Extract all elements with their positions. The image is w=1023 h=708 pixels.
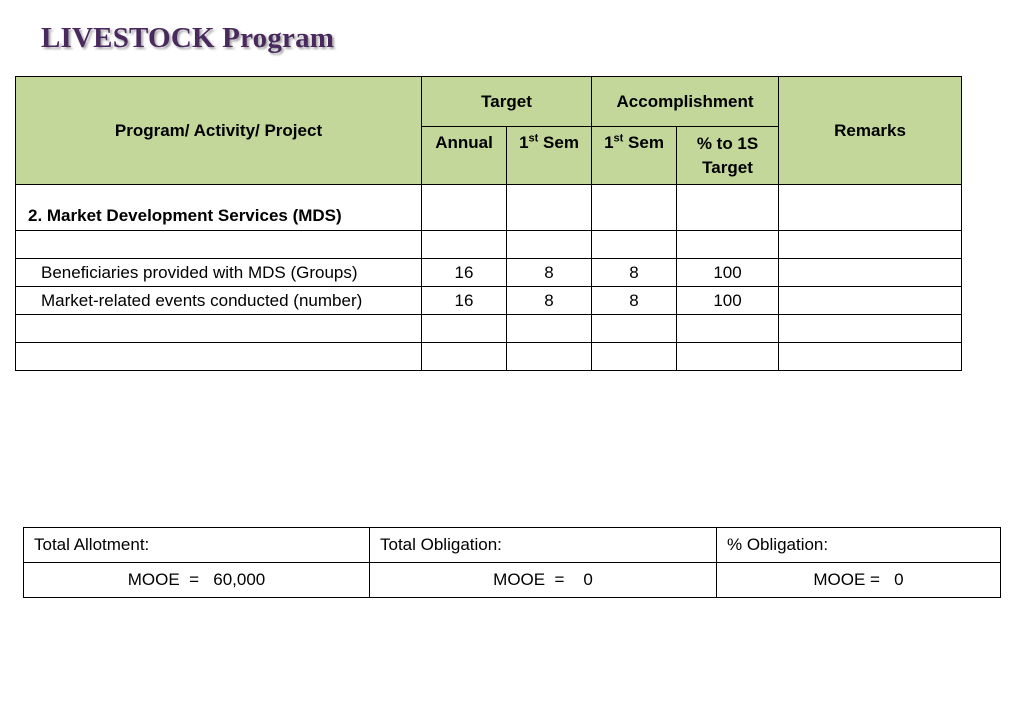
accomp-sem-cell: 8 [592,287,677,315]
target-sem-cell: 8 [507,259,592,287]
table-row [16,287,962,315]
total-allotment-label: Total Allotment: [24,528,370,563]
header-percent-target: % to 1S Target [677,127,779,185]
obligation-value: MOOE = 0 [370,563,717,598]
annual-cell: 16 [422,287,507,315]
percent-obligation-label: % Obligation: [717,528,1001,563]
header-target: Target [422,77,592,127]
table-row [16,259,962,287]
activity-cell: Market-related events conducted (number) [16,287,422,315]
header-program: Program/ Activity/ Project [16,77,422,185]
percent-obligation-value: MOOE = 0 [717,563,1001,598]
page-title: LIVESTOCK Program [41,22,335,54]
remarks-cell [779,259,962,287]
table-row-empty [16,343,962,371]
total-obligation-label: Total Obligation: [370,528,717,563]
header-target-first-sem: 1st Sem [507,127,592,185]
target-sem-cell: 8 [507,287,592,315]
livestock-table [15,76,962,371]
percent-cell: 100 [677,287,779,315]
section-title: 2. Market Development Services (MDS) [16,185,422,231]
header-annual: Annual [422,127,507,185]
table-row-empty [16,315,962,343]
remarks-cell [779,287,962,315]
percent-cell: 100 [677,259,779,287]
budget-table [23,527,1001,598]
annual-cell: 16 [422,259,507,287]
section-row [16,185,962,231]
allotment-value: MOOE = 60,000 [24,563,370,598]
header-accomplishment: Accomplishment [592,77,779,127]
table-row-empty [16,231,962,259]
activity-cell: Beneficiaries provided with MDS (Groups) [16,259,422,287]
header-accomp-first-sem: 1st Sem [592,127,677,185]
header-remarks: Remarks [779,77,962,185]
accomp-sem-cell: 8 [592,259,677,287]
